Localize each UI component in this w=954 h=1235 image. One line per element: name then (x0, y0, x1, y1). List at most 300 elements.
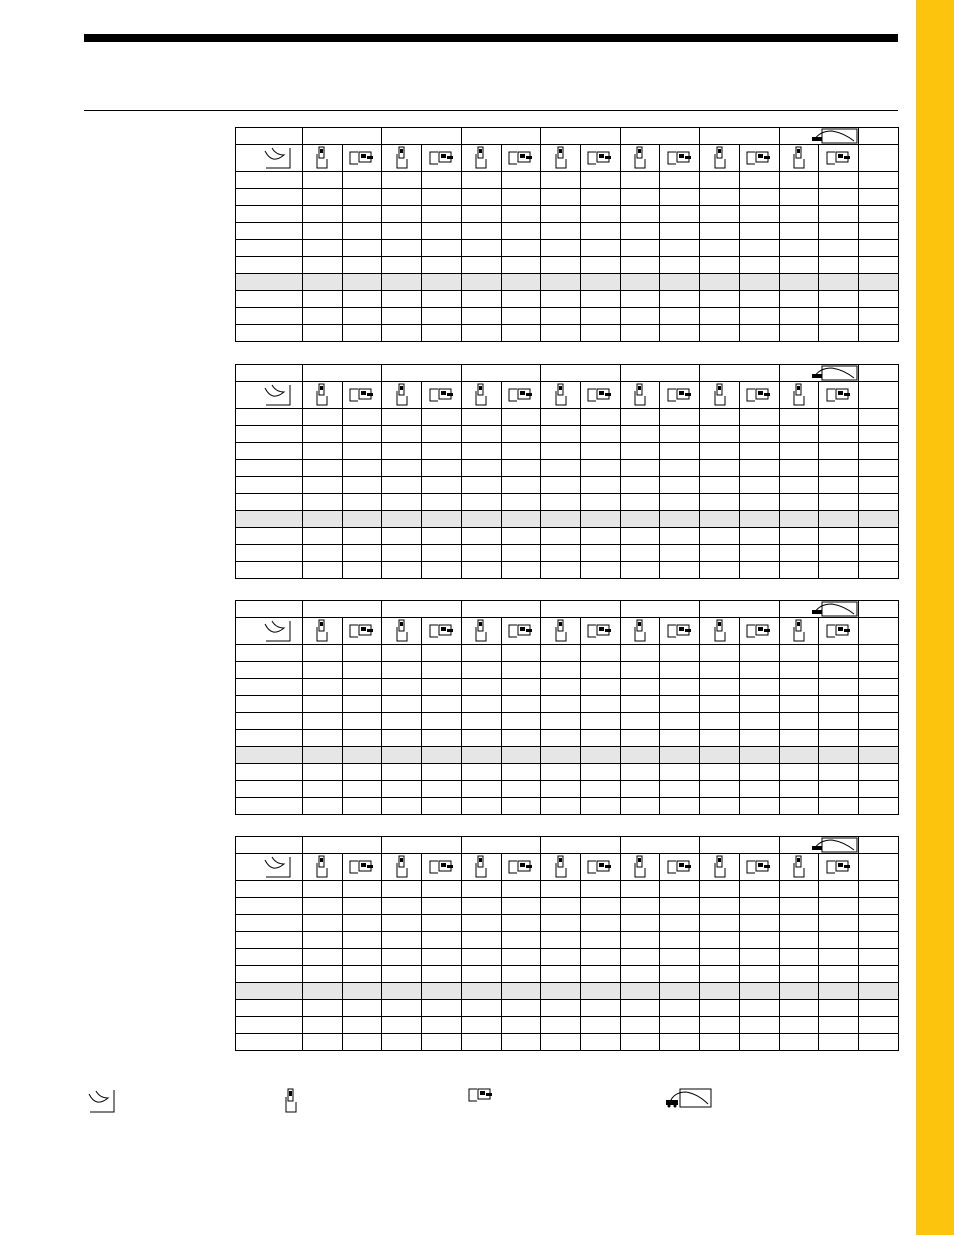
table-cell (303, 308, 343, 325)
table-cell (620, 325, 660, 342)
radius-header-cell (700, 128, 779, 145)
table-row (236, 949, 899, 966)
table-cell (422, 730, 462, 747)
table-cell (501, 460, 541, 477)
table-cell (461, 1034, 501, 1051)
table-cell (501, 308, 541, 325)
table-cell (382, 781, 422, 798)
table-cell (581, 308, 621, 325)
table-cell (859, 240, 899, 257)
table-cell (461, 645, 501, 662)
table-cell (581, 679, 621, 696)
table-cell (620, 932, 660, 949)
table-cell (541, 172, 581, 189)
table-cell (739, 645, 779, 662)
table-cell (342, 949, 382, 966)
table-cell (303, 949, 343, 966)
table-cell (501, 662, 541, 679)
table-cell (581, 274, 621, 291)
over-front-icon (554, 389, 568, 399)
table-cell (620, 645, 660, 662)
capacity-table (235, 600, 899, 815)
table-cell (342, 426, 382, 443)
table-cell (581, 898, 621, 915)
table-cell (700, 477, 740, 494)
table-cell (382, 1034, 422, 1051)
table-cell (660, 325, 700, 342)
table-cell (660, 426, 700, 443)
table-cell (422, 206, 462, 223)
table-cell (819, 730, 859, 747)
table-cell (501, 966, 541, 983)
table-cell (819, 662, 859, 679)
table-cell (501, 257, 541, 274)
table-cell (303, 713, 343, 730)
table-cell (541, 696, 581, 713)
table-cell (541, 798, 581, 815)
over-side-icon (667, 625, 693, 635)
table-cell (541, 915, 581, 932)
table-cell (779, 426, 819, 443)
table-cell (422, 781, 462, 798)
table-cell (541, 409, 581, 426)
blank-header-cell (859, 145, 899, 172)
table-cell (660, 206, 700, 223)
table-cell (739, 747, 779, 764)
table-cell (739, 274, 779, 291)
table-cell (859, 528, 899, 545)
table-cell (819, 460, 859, 477)
yellow-side-tab (916, 0, 954, 1235)
radius-header-cell (382, 837, 461, 854)
over-front-header-cell (303, 854, 343, 881)
table-cell (779, 679, 819, 696)
table-cell (581, 1017, 621, 1034)
table-cell (700, 696, 740, 713)
table-cell (461, 477, 501, 494)
table-cell (461, 747, 501, 764)
over-side-icon (826, 152, 852, 162)
table-cell (700, 1000, 740, 1017)
table-cell (236, 679, 303, 696)
radius-header-cell (779, 365, 858, 382)
table-cell (739, 662, 779, 679)
table-cell (779, 189, 819, 206)
table-cell (342, 1000, 382, 1017)
table-cell (303, 781, 343, 798)
table-cell (422, 291, 462, 308)
table-cell (501, 426, 541, 443)
table-cell (236, 494, 303, 511)
over-side-icon (429, 625, 455, 635)
table-cell (422, 798, 462, 815)
table-cell (819, 747, 859, 764)
table-cell (620, 240, 660, 257)
table-cell (541, 764, 581, 781)
table-cell (461, 189, 501, 206)
table-cell (461, 881, 501, 898)
table-cell (660, 409, 700, 426)
table-cell (660, 898, 700, 915)
table-cell (541, 528, 581, 545)
table-cell (461, 172, 501, 189)
table-cell (620, 477, 660, 494)
table-cell (501, 1000, 541, 1017)
table-cell (620, 881, 660, 898)
table-cell (700, 545, 740, 562)
reach-header-cell (236, 618, 303, 645)
table-cell (303, 1000, 343, 1017)
table-cell (660, 189, 700, 206)
excavator-icon (666, 1088, 712, 1113)
table-row (236, 189, 899, 206)
over-side-icon (667, 861, 693, 871)
over-side-icon (508, 625, 534, 635)
table-cell (461, 257, 501, 274)
over-side-icon (587, 625, 613, 635)
table-cell (859, 1034, 899, 1051)
table-cell (541, 898, 581, 915)
over-front-header-cell (461, 618, 501, 645)
capacity-table (235, 836, 899, 1051)
over-front-header-cell (620, 382, 660, 409)
table-cell (342, 477, 382, 494)
table-cell (303, 1017, 343, 1034)
over-side-header-cell (739, 618, 779, 645)
header-cell (236, 601, 303, 618)
over-side-header-cell (581, 854, 621, 881)
table-cell (859, 713, 899, 730)
over-side-icon (587, 389, 613, 399)
table-cell (342, 257, 382, 274)
table-cell (342, 172, 382, 189)
table-cell (422, 257, 462, 274)
table-row (236, 460, 899, 477)
table-cell (660, 932, 700, 949)
table-cell (620, 764, 660, 781)
over-side-icon (429, 861, 455, 871)
over-front-icon (315, 152, 329, 162)
table-cell (303, 645, 343, 662)
machine-header-cell (859, 601, 899, 618)
table-cell (739, 443, 779, 460)
table-cell (581, 662, 621, 679)
header-row (236, 128, 899, 145)
table-cell (739, 189, 779, 206)
table-cell (739, 257, 779, 274)
table-cell (660, 764, 700, 781)
table-cell (303, 274, 343, 291)
table-cell (739, 511, 779, 528)
table-cell (859, 1017, 899, 1034)
reach-header-cell (236, 854, 303, 881)
table-cell (422, 898, 462, 915)
table-cell (236, 932, 303, 949)
reach-icon (236, 383, 302, 407)
table-cell (422, 949, 462, 966)
table-cell (859, 932, 899, 949)
table-cell (620, 172, 660, 189)
table-cell (382, 409, 422, 426)
table-cell (541, 443, 581, 460)
excavator-icon (812, 367, 858, 377)
table-cell (859, 645, 899, 662)
table-cell (581, 915, 621, 932)
table-cell (303, 545, 343, 562)
over-front-icon (315, 625, 329, 635)
table-cell (342, 308, 382, 325)
table-cell (819, 494, 859, 511)
table-cell (303, 730, 343, 747)
table-cell (382, 966, 422, 983)
table-cell (779, 645, 819, 662)
table-cell (236, 477, 303, 494)
over-side-header-cell (660, 854, 700, 881)
blank-header-cell (859, 382, 899, 409)
table-cell (303, 460, 343, 477)
over-front-icon (633, 861, 647, 871)
table-cell (859, 494, 899, 511)
icon-legend (84, 1088, 898, 1118)
table-cell (236, 662, 303, 679)
table-cell (700, 713, 740, 730)
table-cell (461, 915, 501, 932)
header-row (236, 601, 899, 618)
over-side-icon (667, 389, 693, 399)
over-side-icon (746, 152, 772, 162)
table-cell (303, 477, 343, 494)
over-front-icon (554, 861, 568, 871)
table-cell (382, 528, 422, 545)
over-front-header-cell (541, 382, 581, 409)
header-cell (236, 837, 303, 854)
table-cell (541, 257, 581, 274)
table-cell (859, 477, 899, 494)
over-side-header-cell (501, 854, 541, 881)
table-cell (422, 460, 462, 477)
table-cell (461, 983, 501, 1000)
table-cell (581, 798, 621, 815)
table-cell (581, 562, 621, 579)
table-row (236, 898, 899, 915)
over-side-header-cell (739, 382, 779, 409)
table-cell (342, 645, 382, 662)
table-cell (859, 223, 899, 240)
table-row (236, 409, 899, 426)
table-cell (342, 291, 382, 308)
table-cell (342, 764, 382, 781)
table-cell (660, 460, 700, 477)
table-cell (342, 696, 382, 713)
radius-header-cell (541, 601, 620, 618)
table-cell (581, 1000, 621, 1017)
table-cell (236, 764, 303, 781)
table-cell (422, 274, 462, 291)
over-side-header-cell (739, 854, 779, 881)
table-cell (859, 511, 899, 528)
over-side-header-cell (660, 618, 700, 645)
table-cell (660, 881, 700, 898)
table-cell (739, 781, 779, 798)
table-cell (779, 528, 819, 545)
table-cell (303, 325, 343, 342)
table-cell (779, 291, 819, 308)
table-cell (660, 291, 700, 308)
over-side-icon (429, 389, 455, 399)
table-cell (819, 545, 859, 562)
table-cell (541, 966, 581, 983)
table-cell (620, 189, 660, 206)
table-cell (501, 781, 541, 798)
table-cell (620, 966, 660, 983)
table-cell (779, 477, 819, 494)
table-cell (342, 983, 382, 1000)
over-side-icon (508, 861, 534, 871)
table-cell (779, 206, 819, 223)
radius-header-cell (620, 601, 699, 618)
icon-header-row (236, 382, 899, 409)
table-cell (303, 662, 343, 679)
table-cell (422, 881, 462, 898)
table-cell (501, 494, 541, 511)
table-cell (700, 932, 740, 949)
table-cell (819, 240, 859, 257)
over-front-icon (792, 861, 806, 871)
table-cell (501, 562, 541, 579)
over-side-header-cell (422, 618, 462, 645)
table-cell (819, 562, 859, 579)
table-cell (739, 206, 779, 223)
table-cell (303, 881, 343, 898)
over-front-header-cell (541, 145, 581, 172)
over-front-icon (395, 389, 409, 399)
table-cell (660, 781, 700, 798)
top-heavy-rule (84, 34, 898, 42)
table-cell (660, 223, 700, 240)
table-cell (620, 713, 660, 730)
table-cell (620, 730, 660, 747)
table-cell (779, 494, 819, 511)
table-cell (501, 1017, 541, 1034)
over-front-header-cell (700, 854, 740, 881)
table-cell (819, 932, 859, 949)
table-cell (382, 1000, 422, 1017)
over-side-icon (587, 152, 613, 162)
table-cell (236, 426, 303, 443)
table-cell (581, 1034, 621, 1051)
table-cell (541, 730, 581, 747)
table-cell (581, 511, 621, 528)
table-cell (700, 645, 740, 662)
table-cell (501, 325, 541, 342)
radius-header-cell (779, 837, 858, 854)
table-cell (303, 679, 343, 696)
table-cell (660, 545, 700, 562)
radius-header-cell (303, 601, 382, 618)
table-cell (581, 528, 621, 545)
table-cell (303, 172, 343, 189)
table-cell (461, 240, 501, 257)
table-cell (700, 409, 740, 426)
blank-header-cell (859, 618, 899, 645)
table-cell (620, 223, 660, 240)
table-cell (859, 1000, 899, 1017)
table-cell (236, 274, 303, 291)
table-cell (739, 713, 779, 730)
table-cell (501, 932, 541, 949)
over-front-icon (792, 625, 806, 635)
table-cell (461, 798, 501, 815)
over-side-icon (429, 152, 455, 162)
table-cell (660, 172, 700, 189)
table-cell (819, 713, 859, 730)
table-cell (382, 983, 422, 1000)
table-cell (779, 562, 819, 579)
table-cell (859, 730, 899, 747)
table-row (236, 696, 899, 713)
table-cell (700, 443, 740, 460)
table-cell (739, 696, 779, 713)
table-cell (422, 409, 462, 426)
reach-icon (236, 146, 302, 170)
table-cell (859, 983, 899, 1000)
table-cell (461, 528, 501, 545)
table-cell (819, 949, 859, 966)
table-cell (620, 679, 660, 696)
table-cell (382, 172, 422, 189)
table-cell (461, 223, 501, 240)
over-front-header-cell (382, 382, 422, 409)
table-cell (819, 781, 859, 798)
table-cell (303, 291, 343, 308)
table-cell (660, 308, 700, 325)
over-side-icon (826, 861, 852, 871)
table-cell (382, 1017, 422, 1034)
table-cell (581, 172, 621, 189)
over-front-header-cell (779, 382, 819, 409)
table-cell (342, 325, 382, 342)
over-front-icon (395, 152, 409, 162)
over-front-header-cell (700, 382, 740, 409)
table-cell (739, 1034, 779, 1051)
table-cell (236, 206, 303, 223)
table-cell (819, 443, 859, 460)
table-cell (739, 460, 779, 477)
table-cell (819, 881, 859, 898)
table-cell (700, 426, 740, 443)
table-cell (236, 730, 303, 747)
table-cell (422, 325, 462, 342)
table-cell (541, 206, 581, 223)
over-side-header-cell (581, 145, 621, 172)
table-cell (382, 240, 422, 257)
table-row (236, 223, 899, 240)
table-cell (461, 696, 501, 713)
table-cell (461, 291, 501, 308)
table-cell (303, 764, 343, 781)
table-cell (819, 1000, 859, 1017)
table-cell (461, 409, 501, 426)
table-cell (581, 477, 621, 494)
table-cell (779, 240, 819, 257)
over-front-header-cell (382, 145, 422, 172)
table-cell (819, 223, 859, 240)
table-cell (382, 932, 422, 949)
table-cell (700, 898, 740, 915)
table-cell (779, 460, 819, 477)
table-cell (700, 206, 740, 223)
table-cell (236, 949, 303, 966)
